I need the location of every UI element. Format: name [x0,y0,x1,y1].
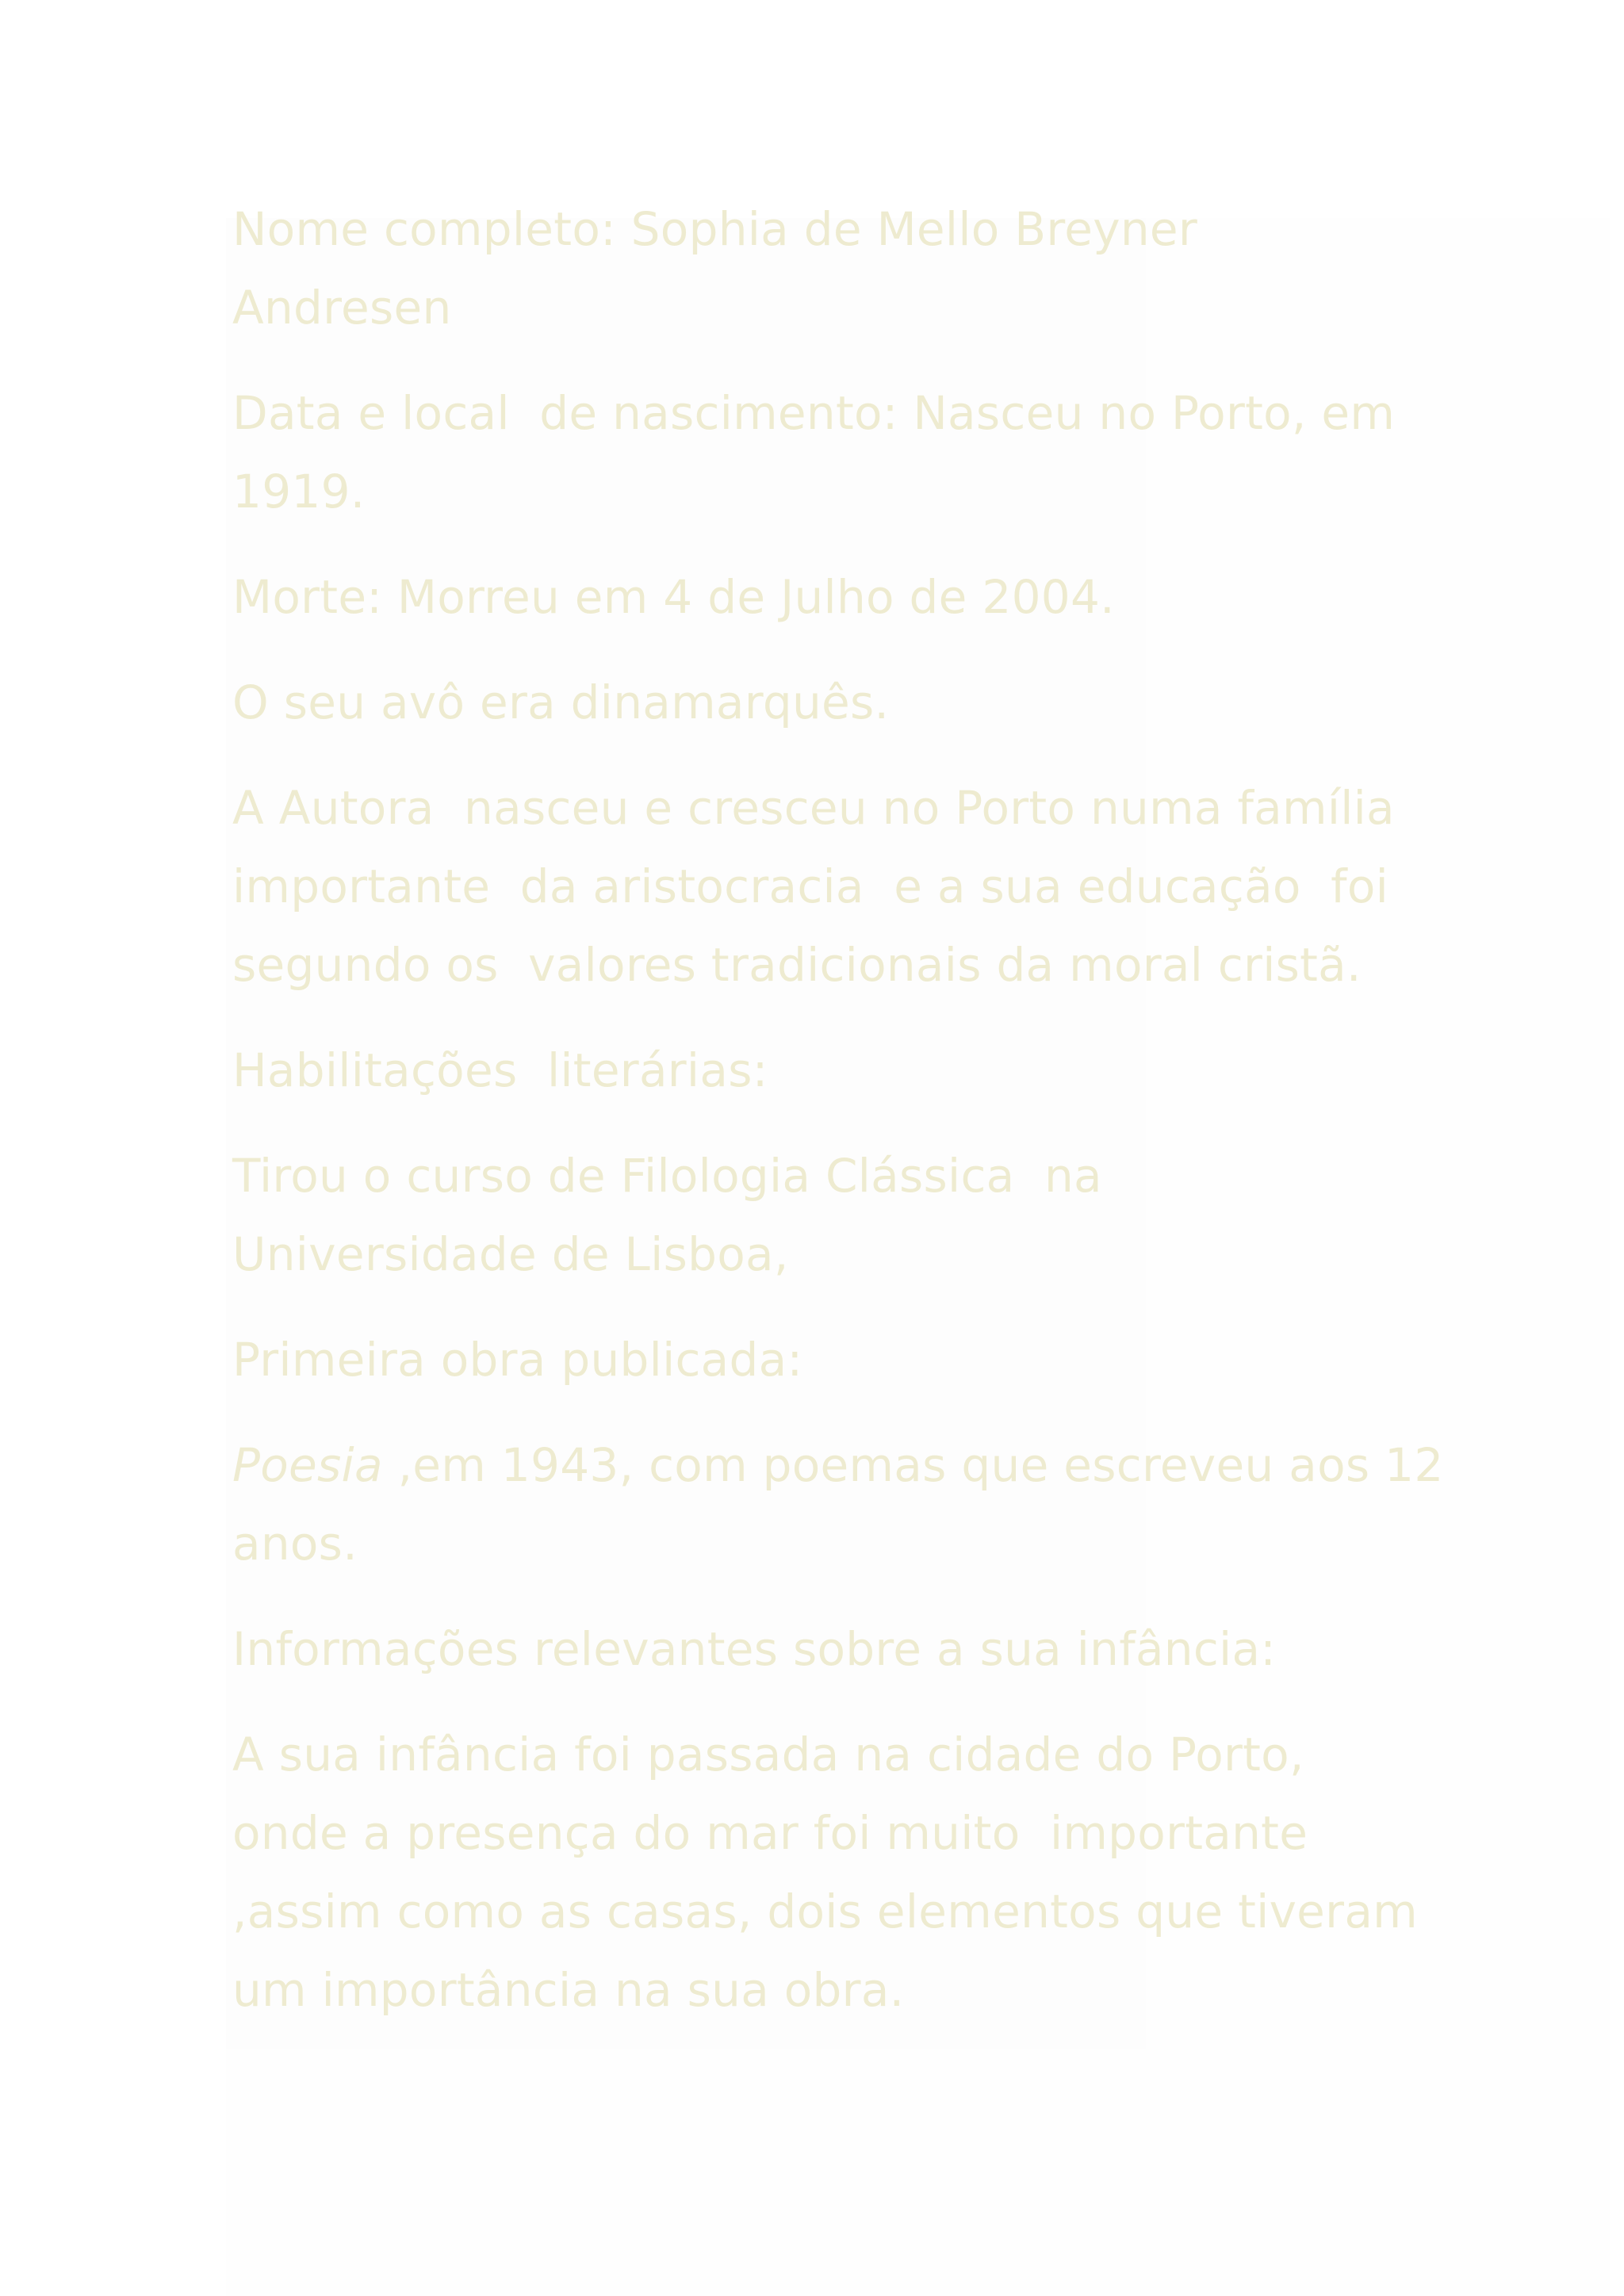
text-line [232,1426,1444,1505]
text-line: Tirou o curso de Filologia Clássica na [232,1149,1102,1203]
text-line: Morte: Morreu em 4 de Julho de 2004. [232,570,1115,624]
text-line: Data e local de nascimento: Nasceu no Porto, em [232,386,1396,440]
birth-paragraph [232,374,1406,531]
text-line: importante da aristocracia e a sua educação foi [232,859,1389,913]
first-work-paragraph [232,1426,1444,1583]
text-line: A Autora nasceu e cresceu no Porto numa família [232,781,1395,835]
text-line: Universidade de Lisboa, [232,1227,789,1281]
text-line: Nome completo: Sophia de Mello Breyner [232,202,1198,256]
first-work-heading [232,1321,1406,1399]
death-paragraph [232,558,1406,637]
full-name-paragraph [232,190,1406,347]
text-line: Primeira obra publicada: [232,1333,803,1387]
text-line: ,assim como as casas, dois elementos que tiveram [232,1885,1418,1938]
text-line: 1919. [232,465,366,519]
text-line: onde a presença do mar foi muito importante [232,1806,1308,1860]
text-line: segundo os valores tradicionais da moral cristã. [232,938,1362,992]
grandfather-paragraph [232,664,1406,742]
education-heading [232,1031,1406,1110]
text-line: Habilitações literárias: [232,1043,768,1097]
biography-text [232,190,1444,2057]
text-line: O seu avô era dinamarquês. [232,675,890,729]
text-line: A sua infância foi passada na cidade do Porto, [232,1728,1304,1781]
upbringing-paragraph [232,769,1406,1004]
book-title: Poesia [232,1438,383,1492]
childhood-paragraph [232,1716,1418,2030]
text-line: anos. [232,1517,358,1571]
text-line: Andresen [232,281,452,335]
text-line: um importância na sua obra. [232,1963,905,2017]
first-work-detail: ,em 1943, com poemas que escreveu aos 12 [382,1438,1444,1492]
education-paragraph [232,1137,1406,1294]
childhood-heading [232,1610,1406,1689]
text-line: Informações relevantes sobre a sua infância: [232,1622,1277,1676]
